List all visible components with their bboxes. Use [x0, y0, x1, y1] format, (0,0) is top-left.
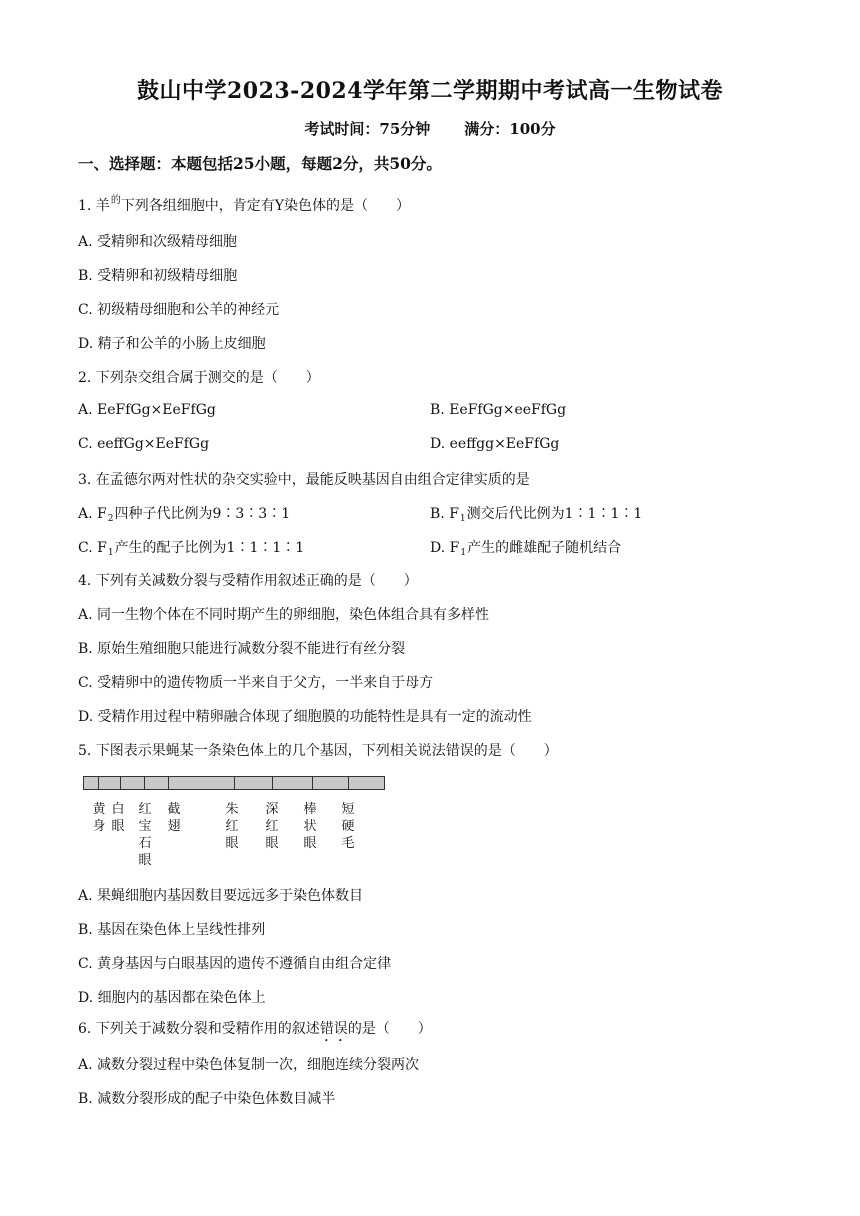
q3-option-b — [430, 503, 642, 523]
q3-a-subscript: 2 — [107, 514, 114, 524]
chromosome-band — [98, 777, 99, 789]
question-4-stem: 4. 下列有关减数分裂与受精作用叙述正确的是（ ） — [78, 573, 418, 589]
q2-option-c: C. eeffGg×EeFfGg — [78, 436, 210, 452]
q1-option-a: A. 受精卵和次级精母细胞 — [78, 234, 238, 250]
q3-c-prefix: C. F — [78, 540, 107, 556]
q1-option-d: D. 精子和公羊的小肠上皮细胞 — [78, 336, 266, 352]
chromosome-diagram — [83, 776, 385, 790]
gene-label-vermilion-eye: 朱红眼 — [225, 802, 239, 851]
q4-option-d: D. 受精作用过程中精卵融合体现了细胞膜的功能特性是具有一定的流动性 — [78, 709, 532, 725]
q3-b-text: 测交后代比例为1∶1∶1∶1 — [466, 506, 643, 522]
q3-option-d — [430, 537, 621, 557]
chromosome-band — [168, 777, 169, 789]
gene-label-bar-eye: 棒状眼 — [303, 802, 317, 851]
q5-option-b: B. 基因在染色体上呈线性排列 — [78, 922, 266, 938]
gene-label-deep-red-eye: 深红眼 — [265, 802, 279, 851]
q4-option-a: A. 同一生物个体在不同时期产生的卵细胞，染色体组合具有多样性 — [78, 607, 490, 623]
exam-score: 满分：100分 — [464, 120, 556, 138]
q3-d-text: 产生的雌雄配子随机结合 — [467, 540, 622, 556]
q1-stem-sup: 的 — [110, 195, 121, 206]
q3-a-prefix: A. F — [78, 506, 107, 522]
question-1-stem — [78, 195, 410, 215]
q1-stem-end: 下列各组细胞中，肯定有Y染色体的是（ ） — [120, 198, 411, 214]
q3-d-prefix: D. F — [430, 540, 460, 556]
q4-option-c: C. 受精卵中的遗传物质一半来自于父方，一半来自于母方 — [78, 675, 434, 691]
exam-subtitle — [0, 118, 860, 139]
q3-a-text: 四种子代比例为9∶3∶3∶1 — [114, 506, 291, 522]
q3-b-prefix: B. F — [430, 506, 459, 522]
chromosome-band — [312, 777, 313, 789]
chromosome-band — [348, 777, 349, 789]
q3-b-subscript: 1 — [459, 514, 466, 524]
q6-option-b: B. 减数分裂形成的配子中染色体数目减半 — [78, 1091, 336, 1107]
chromosome-band — [234, 777, 235, 789]
q5-option-a: A. 果蝇细胞内基因数目要远远多于染色体数目 — [78, 888, 364, 904]
question-3-stem: 3. 在孟德尔两对性状的杂交实验中，最能反映基因自由组合定律实质的是 — [78, 472, 530, 488]
q5-option-d: D. 细胞内的基因都在染色体上 — [78, 990, 266, 1006]
question-5-stem: 5. 下图表示果蝇某一条染色体上的几个基因，下列相关说法错误的是（ ） — [78, 743, 558, 759]
question-2-stem: 2. 下列杂交组合属于测交的是（ ） — [78, 370, 320, 386]
q1-option-b: B. 受精卵和初级精母细胞 — [78, 268, 238, 284]
q3-c-subscript: 1 — [107, 548, 114, 558]
q5-option-c: C. 黄身基因与白眼基因的遗传不遵循自由组合定律 — [78, 956, 392, 972]
q1-option-c: C. 初级精母细胞和公羊的神经元 — [78, 302, 280, 318]
q1-stem-start: 1. 羊 — [78, 198, 110, 214]
gene-label-white-eye: 白眼 — [111, 802, 125, 834]
q6-stem-end: 的是（ ） — [347, 1021, 432, 1037]
chromosome-band — [272, 777, 273, 789]
gene-label-ruby-eye: 红宝石眼 — [138, 802, 152, 868]
q3-c-text: 产生的配子比例为1∶1∶1∶1 — [114, 540, 305, 556]
q2-option-d: D. eeffgg×EeFfGg — [430, 436, 560, 452]
q2-option-b: B. EeFfGg×eeFfGg — [430, 402, 567, 418]
exam-title: 鼓山中学2023-2024学年第二学期期中考试高一生物试卷 — [136, 78, 724, 104]
q3-option-a — [78, 503, 290, 523]
q6-stem-emphasis: 错误 — [319, 1021, 348, 1037]
q3-d-subscript: 1 — [460, 548, 467, 558]
gene-label-yellow-body: 黄身 — [92, 802, 106, 834]
q4-option-b: B. 原始生殖细胞只能进行减数分裂不能进行有丝分裂 — [78, 641, 406, 657]
q3-option-c — [78, 537, 304, 557]
exam-time: 考试时间：75分钟 — [304, 120, 431, 138]
gene-label-short-bristle: 短硬毛 — [341, 802, 355, 851]
question-6-stem — [78, 1018, 432, 1045]
chromosome-band — [120, 777, 121, 789]
section-heading: 一、选择题：本题包括25小题，每题2分，共50分。 — [78, 154, 442, 173]
chromosome-band — [144, 777, 145, 789]
q6-stem-start: 6. 下列关于减数分裂和受精作用的叙述 — [78, 1021, 320, 1037]
gene-label-cut-wing: 截翅 — [167, 802, 181, 834]
q2-option-a: A. EeFfGg×EeFfGg — [78, 402, 216, 418]
q6-option-a: A. 减数分裂过程中染色体复制一次，细胞连续分裂两次 — [78, 1057, 420, 1073]
